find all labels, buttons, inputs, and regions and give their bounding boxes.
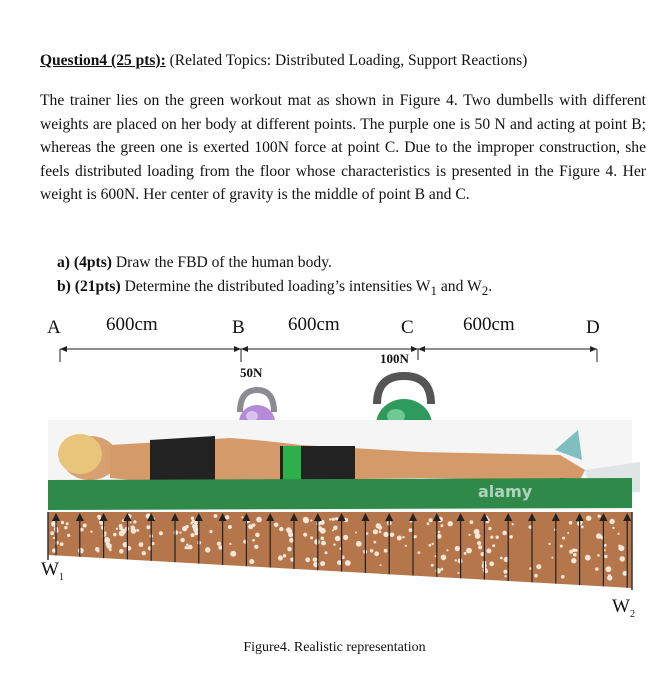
soil-dot	[345, 560, 351, 566]
soil-dot	[335, 517, 338, 520]
soil-dot	[569, 521, 573, 525]
soil-dot	[252, 523, 255, 526]
soil-dot	[405, 545, 407, 547]
soil-dot	[441, 524, 444, 527]
soil-dot	[560, 545, 563, 548]
soil-dot	[104, 537, 110, 543]
soil-dot	[489, 561, 494, 566]
soil-dot	[310, 519, 312, 521]
soil-dot	[191, 517, 194, 520]
force-c-label: 100N	[380, 351, 409, 366]
soil-dot	[193, 527, 199, 533]
soil-dot	[174, 530, 179, 535]
soil-dot	[249, 559, 254, 564]
soil-dot	[475, 533, 481, 539]
soil-dot	[586, 516, 591, 521]
w2-label: $W_2$	[612, 596, 635, 620]
soil-dot	[320, 528, 326, 534]
soil-dot	[366, 532, 369, 535]
soil-dot	[551, 557, 553, 559]
soil-dot	[314, 539, 320, 545]
soil-dot	[278, 556, 283, 561]
soil-dot	[490, 536, 493, 539]
workout-mat	[48, 478, 632, 510]
soil-dot	[53, 537, 55, 539]
soil-dot	[336, 537, 340, 541]
soil-dot	[96, 550, 99, 553]
soil-dot	[214, 514, 218, 518]
soil-dot	[100, 523, 103, 526]
soil-dot	[585, 555, 591, 561]
soil-dot	[429, 518, 433, 522]
soil-dot	[133, 520, 136, 523]
soil-dot	[182, 527, 186, 531]
soil-dot	[287, 547, 292, 552]
soil-dot	[477, 541, 481, 545]
soil-dot	[80, 528, 84, 532]
soil-dot	[397, 536, 402, 541]
soil-dot	[504, 575, 506, 577]
soil-dot	[529, 525, 532, 528]
soil-dot	[355, 532, 357, 534]
soil-dot	[329, 518, 331, 520]
soil-dot	[455, 546, 460, 551]
soil-dot	[151, 542, 154, 545]
soil-dot	[61, 521, 64, 524]
part-b-sub2: 2	[481, 283, 489, 299]
soil-dot	[188, 545, 193, 550]
soil-dot	[185, 525, 188, 528]
soil-dot	[496, 536, 499, 539]
soil-dot	[384, 549, 388, 553]
w1-label: $W_1$	[41, 559, 64, 583]
soil-dot	[621, 559, 624, 562]
figure-caption: Figure4. Realistic representation	[243, 640, 426, 655]
soil-dot	[379, 530, 382, 533]
soil-dot	[241, 516, 243, 518]
soil-dot	[370, 549, 374, 553]
soil-dot	[303, 517, 309, 523]
watermark: alamy	[478, 482, 533, 501]
soil-dot	[332, 518, 335, 521]
soil-dot	[478, 545, 482, 549]
soil-dot	[131, 526, 136, 531]
soil-dot	[596, 533, 602, 539]
soil-dot	[109, 548, 112, 551]
soil-dot	[191, 533, 195, 537]
soil-dot	[390, 533, 395, 538]
soil-dot	[569, 550, 573, 554]
soil-dot	[441, 555, 447, 561]
soil-dot	[139, 542, 144, 547]
soil-dot	[383, 532, 388, 537]
soil-dot	[225, 515, 229, 519]
soil-dot	[78, 548, 84, 554]
soil-dot	[317, 522, 321, 526]
soil-dot	[310, 536, 313, 539]
soil-dot	[106, 543, 112, 549]
soil-dot	[321, 537, 325, 541]
soil-dot	[458, 572, 460, 574]
soil-dot	[119, 526, 123, 530]
soil-dot	[337, 560, 342, 565]
soil-dot	[254, 545, 258, 549]
soil-dot	[83, 524, 87, 528]
soil-dot	[429, 544, 432, 547]
soil-dot	[90, 531, 92, 533]
soil-dot	[503, 570, 507, 574]
soil-dot	[116, 528, 118, 530]
part-b-text: Determine the distributed loading’s intensities W	[120, 278, 431, 295]
soil-dot	[432, 543, 434, 545]
soil-dot	[136, 529, 139, 532]
soil-dot	[612, 527, 614, 529]
soil-dot	[567, 532, 569, 534]
soil-dot	[325, 551, 328, 554]
soil-dot	[104, 534, 106, 536]
soil-dot	[303, 533, 307, 537]
force-b-label: 50N	[240, 365, 263, 380]
soil-dot	[279, 527, 283, 531]
soil-dot	[581, 526, 584, 529]
soil-dot	[66, 522, 69, 525]
soil-dot	[130, 522, 132, 524]
span-bc-label: 600cm	[288, 314, 340, 335]
soil-dot	[609, 519, 614, 524]
soil-dot	[217, 542, 221, 546]
soil-dot	[561, 575, 565, 579]
soil-dot	[60, 543, 62, 545]
soil-dot	[373, 529, 378, 534]
soil-dot	[464, 552, 467, 555]
soil-dot	[320, 561, 325, 566]
soil-dot	[595, 567, 599, 571]
soil-dot	[373, 541, 376, 544]
soil-dot	[536, 564, 541, 569]
soil-dot	[230, 551, 236, 557]
soil-dot	[332, 529, 334, 531]
soil-dot	[573, 553, 577, 557]
soil-dot	[455, 559, 457, 561]
point-a-label: A	[47, 317, 61, 338]
soil-dot	[486, 548, 491, 553]
soil-dot	[209, 530, 212, 533]
soil-dot	[159, 531, 163, 535]
soil-dot	[438, 531, 441, 534]
soil-dot	[67, 534, 70, 537]
point-d-label: D	[586, 317, 600, 338]
soil-dot	[618, 545, 624, 551]
part-a-label: a) (4pts)	[57, 254, 113, 271]
soil-dot	[448, 521, 453, 526]
soil-dot	[466, 548, 472, 554]
soil-dot	[305, 557, 310, 562]
soil-dot	[414, 535, 417, 538]
soil-dot	[604, 544, 607, 547]
soil-dot	[218, 545, 222, 549]
soil-dot	[119, 549, 124, 554]
span-ab-label: 600cm	[106, 314, 158, 335]
soil-dot	[228, 525, 232, 529]
soil-dot	[283, 554, 287, 558]
soil-dot	[441, 568, 444, 571]
soil-dot	[402, 536, 404, 538]
soil-dot	[598, 515, 601, 518]
soil-dot	[604, 555, 607, 558]
soil-dot	[500, 557, 503, 560]
soil-dot	[256, 517, 262, 523]
soil-dot	[274, 523, 279, 528]
soil-dot	[255, 533, 260, 538]
soil-dot	[142, 551, 146, 555]
soil-dot	[409, 528, 413, 532]
soil-dot	[446, 549, 448, 551]
soil-dot	[289, 538, 294, 543]
soil-dot	[548, 543, 550, 545]
soil-dot	[509, 535, 513, 539]
soil-dot	[374, 551, 379, 556]
soil-dot	[146, 525, 150, 529]
soil-dot	[321, 541, 326, 546]
soil-dot	[376, 523, 381, 528]
soil-dot	[562, 537, 565, 540]
soil-dot	[205, 547, 210, 552]
soil-dot	[186, 544, 189, 547]
part-b-end: .	[488, 278, 493, 295]
span-cd-label: 600cm	[463, 314, 515, 335]
soil-dot	[379, 564, 381, 566]
soil-dot	[597, 554, 600, 557]
point-c-label: C	[401, 317, 414, 338]
soil-dot	[427, 522, 430, 525]
question-topics: (Related Topics: Distributed Loading, Support Reactions)	[165, 52, 528, 69]
soil-dot	[418, 551, 421, 554]
soil-dot	[618, 533, 620, 535]
soil-dot	[50, 531, 54, 535]
soil-dot	[333, 526, 338, 531]
point-b-label: B	[232, 317, 245, 338]
soil-dot	[431, 564, 434, 567]
soil-dot	[229, 543, 231, 545]
soil-dot	[180, 538, 184, 542]
soil-dot	[252, 539, 255, 542]
soil-dot	[190, 522, 193, 525]
question-title: Question4 (25 pts):	[40, 52, 166, 69]
soil-dot	[534, 574, 538, 578]
question-body: The trainer lies on the green workout mat as shown in Figure 4. Two dumbells with different weights are placed on her body at different points. The purple one is 50 N and acting at point B; whereas the green one is exerted 100N force at point C. Due to the improper construction, she feels distributed loading from the floor whose characteristics is presented in the Figure 4. Her weight is 600N. Her center of gravity is the middle of point B and C.	[40, 92, 646, 203]
part-a-text: Draw the FBD of the human body.	[112, 254, 332, 271]
soil-dot	[470, 520, 474, 524]
soil-dot	[356, 541, 362, 547]
part-b-label: b) (21pts)	[57, 278, 121, 295]
soil-dot	[488, 527, 491, 530]
soil-dot	[64, 526, 67, 529]
soil-dot	[468, 534, 470, 536]
part-b-mid: and W	[436, 278, 482, 295]
soil-dot	[575, 549, 578, 552]
soil-dot	[343, 535, 348, 540]
soil-dot	[492, 544, 495, 547]
part-b-sub1: 1	[430, 283, 437, 299]
soil-dot	[571, 558, 576, 563]
soil-dot	[512, 523, 514, 525]
soil-dot	[185, 546, 188, 549]
soil-dot	[180, 532, 182, 534]
soil-dot	[333, 544, 335, 546]
soil-dot	[608, 574, 611, 577]
soil-dot	[502, 531, 507, 536]
soil-dot	[606, 566, 612, 572]
soil-dot	[288, 532, 293, 537]
soil-dot	[113, 533, 117, 537]
soil-dot	[194, 521, 198, 525]
